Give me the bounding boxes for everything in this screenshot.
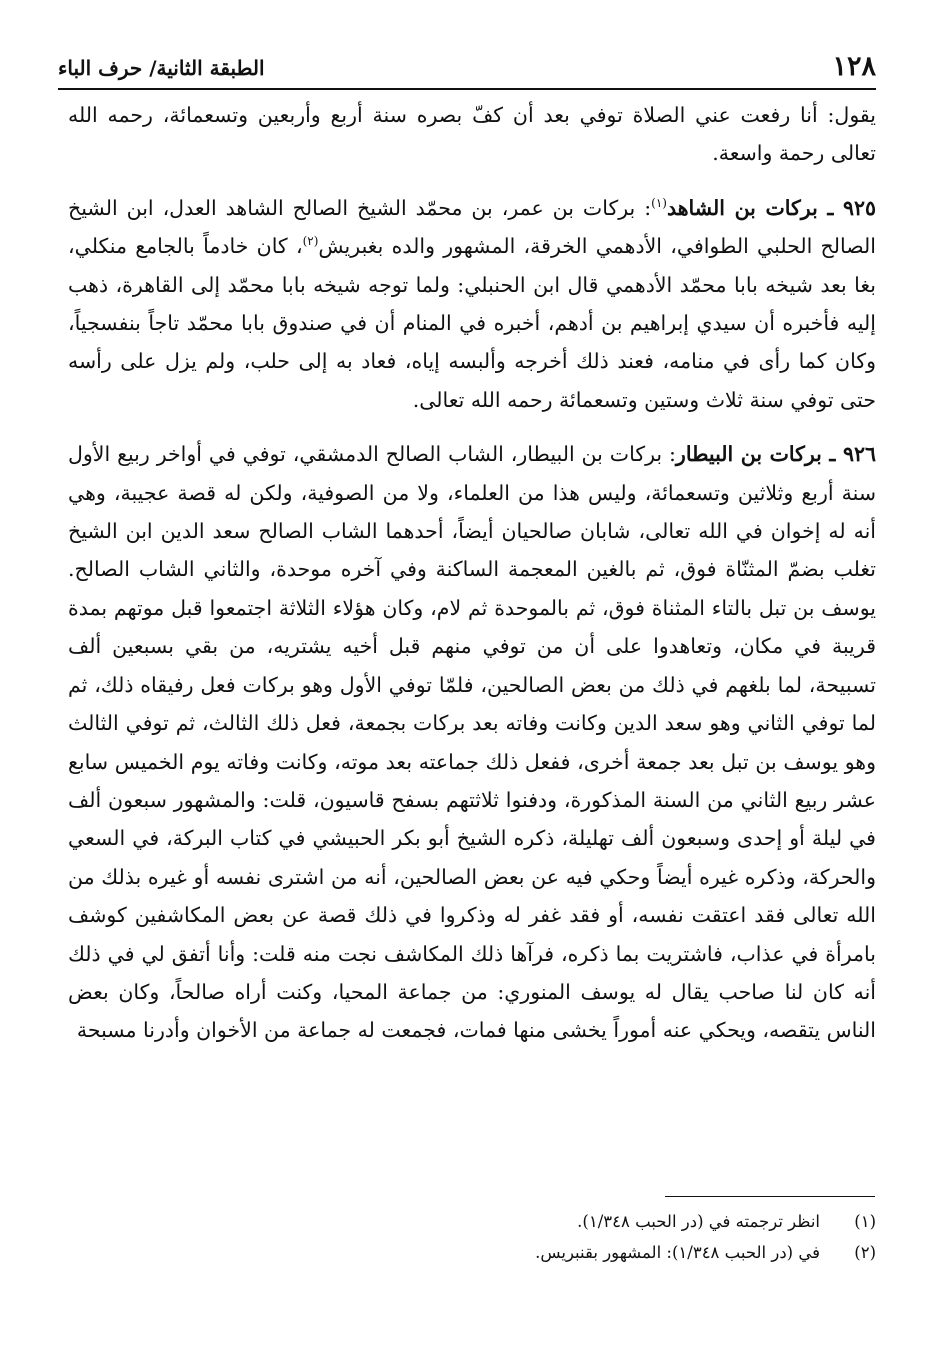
- footnote-2: [68, 1237, 876, 1268]
- footnote-1-number: (١): [854, 1212, 876, 1231]
- footnote-1: [68, 1206, 876, 1237]
- footnote-separator: [665, 1196, 875, 1197]
- entry-925: [68, 189, 876, 419]
- footnotes: [68, 1206, 876, 1268]
- entry-925-text-b: ، كان خادماً بالجامع منكلي، بغا بعد شيخه بابا محمّد الأدهمي قال ابن الحنبلي: ولما توجه شيخه بابا محمّد إلى القاهرة، ذهب إليه فأخبره أن سيدي إبراهيم بن أدهم، أخبره في المنام أن في صندوق بابا محمّد تاجاً بنفسجياً، وكان كما رأى في منامه، فعند ذلك أخرجه وألبسه إياه، فعاد به إلى حلب، ولم يزل على رأسه حتى توفي سنة ثلاث وستين وتسعمائة رحمه الله تعالى.: [68, 234, 876, 412]
- footnote-ref-2[interactable]: (٢): [302, 234, 319, 249]
- running-head: الطبقة الثانية/ حرف الباء: [58, 56, 265, 80]
- footnote-2-text: في (در الحبب ١/٣٤٨): المشهور بقنبريس.: [535, 1243, 820, 1262]
- footnote-2-number: (٢): [854, 1243, 876, 1262]
- entry-925-heading: ٩٢٥ ـ بركات بن الشاهد: [666, 195, 876, 220]
- entry-925-text-a: : بركات بن عمر، بن محمّد الشيخ الصالح الشاهد العدل، ابن الشيخ الصالح الحلبي الطوافي، الأدهمي الخرقة، المشهور والده بغبريش: [68, 195, 877, 259]
- footnote-1-text: انظر ترجمته في (در الحبب ١/٣٤٨).: [577, 1212, 820, 1231]
- main-text: [68, 96, 876, 1050]
- footnote-ref-1[interactable]: (١): [651, 195, 667, 210]
- entry-926-text: : بركات بن البيطار، الشاب الصالح الدمشقي، توفي في أواخر ربيع الأول سنة أربع وثلاثين وتسعمائة، وليس هذا من العلماء، ولا من الصوفية، ولكن له قصة عجيبة، وهي أنه له إخوان في الله تعالى، شابان صالحيان أيضاً، أحدهما الشاب الصالح سعد الدين ابن الشيخ تغلب بضمّ المثنّاة فوق، ثم بالغين المعجمة الساكنة وفي آخره موحدة، والثاني الشاب الصالح. يوسف بن تبل بالتاء المثناة فوق، ثم بالموحدة ثم لام، وكان هؤلاء الثلاثة اجتمعوا قبل موتهم بمدة قريبة في مكان، وتعاهدوا على أن من توفي منهم قبل أخيه يشتريه، من بقي بسبعين ألف تسبيحة، لما بلغهم في ذلك من بعض الصالحين، فلمّا توفي الأول وهو بركات فعل رفيقاه ذلك، ثم لما توفي الثاني وهو سعد الدين وكانت وفاته بعد بركات بجمعة، فعل ذلك الثالث، ثم توفي الثالث وهو يوسف بن تبل بعد جمعة أخرى، ففعل ذلك جماعته بعد موته، وكانت وفاته يوم الخميس سابع عشر ربيع الثاني من السنة المذكورة، ودفنوا ثلاثتهم بسفح قاسيون، قلت: والمشهور سبعون ألف في ليلة أو إحدى وسبعون ألف تهليلة، ذكره الشيخ أبو بكر الحبيشي في كتاب البركة، في السعي والحركة، وذكره غيره أيضاً وحكي فيه عن بعض الصالحين، أنه من اشترى نفسه أو غيره بذلك من الله تعالى فقد اعتقت نفسه، أو فقد غفر له وذكروا في ذلك قصة عن بعض المكاشفين كوشف بامرأة في عذاب، فاشتريت بما ذكره، فرآها ذلك المكاشف نجت منه قلت: وأنا أتفق لي في ذلك أنه كان لنا صاحب يقال له يوسف المنوري: من جماعة المحيا، وكنت أراه صالحاً، وكان بعض الناس يتقصه، ويحكي عنه أموراً يخشى منها فمات، فجمعت له جماعة من الأخوان وأدرنا مسبحة: [68, 442, 876, 1043]
- entry-926-heading: ٩٢٦ ـ بركات بن البيطار: [675, 442, 876, 467]
- page-number: ١٢٨: [832, 51, 876, 82]
- paragraph-continuation: [68, 96, 876, 173]
- continuation-text: يقول: أنا رفعت عني الصلاة توفي بعد أن كفّ بصره سنة أربع وأربعين وتسعمائة، رحمه الله تعالى رحمة واسعة.: [68, 103, 876, 166]
- entry-926: [68, 435, 876, 1050]
- page-header: [58, 44, 876, 90]
